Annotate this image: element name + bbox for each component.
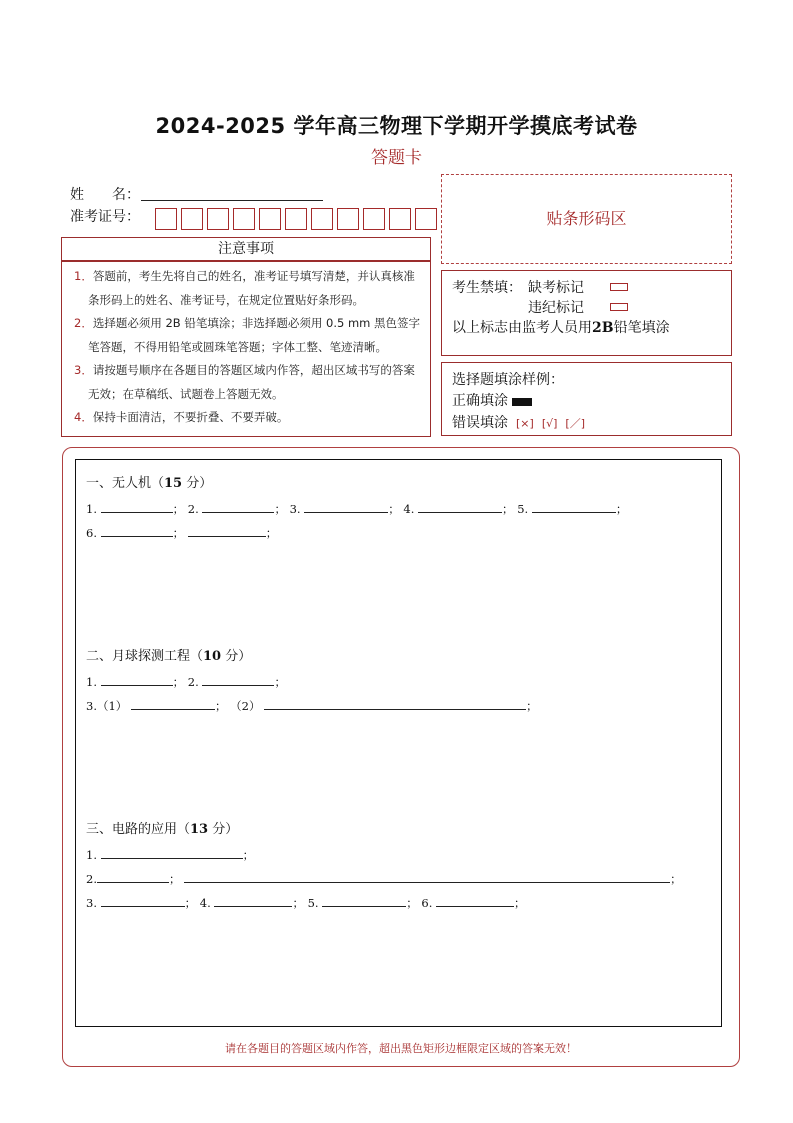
answer-row: 3. ； 4. ； 5. ； 6. ； [86, 896, 526, 910]
answer-blank[interactable] [101, 894, 185, 907]
answer-blank[interactable] [101, 524, 173, 537]
notice-heading-box [61, 237, 431, 261]
fill-sample-title: 选择题填涂样例： [452, 372, 564, 388]
answer-row: 2. ； ； [86, 872, 682, 886]
answer-blank[interactable] [418, 500, 502, 513]
correct-fill-mark [512, 398, 532, 406]
proctor-only-label: 考生禁填： [452, 280, 522, 296]
proctor-only-box [441, 270, 732, 356]
candidate-id-cell[interactable] [285, 208, 307, 230]
wrong-fill-row: 错误填涂 [×] [√] [／] [452, 415, 585, 431]
answer-card-subtitle: 答题卡 [371, 148, 422, 168]
notice-item: 1．答题前，考生先将自己的姓名，准考证号填写清楚，并认真核准条形码上的姓名、准考证号，在规定位置贴好条形码。 [74, 269, 415, 307]
candidate-id-cell[interactable] [415, 208, 437, 230]
section-title: 一、无人机（15 分） [86, 476, 213, 491]
candidate-id-cell[interactable] [389, 208, 411, 230]
candidate-id-cell[interactable] [155, 208, 177, 230]
answer-row: 1. ； [86, 848, 255, 862]
proctor-note: 以上标志由监考人员用2B铅笔填涂 [452, 320, 670, 336]
absent-mark-box[interactable] [610, 283, 628, 291]
candidate-id-cell[interactable] [207, 208, 229, 230]
barcode-label: 贴条形码区 [546, 209, 627, 228]
name-field[interactable] [141, 200, 323, 201]
notice-list [70, 265, 424, 430]
answer-blank[interactable] [202, 500, 274, 513]
answer-blank[interactable] [304, 500, 388, 513]
wrong-mark: [×] [516, 417, 534, 430]
fill-sample-box [441, 362, 732, 436]
answer-region [75, 459, 722, 1027]
violation-mark-box[interactable] [610, 303, 628, 311]
violation-mark-label: 违纪标记 [528, 300, 584, 316]
section-title: 二、月球探测工程（10 分） [86, 649, 252, 664]
candidate-id-cell[interactable] [363, 208, 385, 230]
notice-item: 2．选择题必须用 2B 铅笔填涂；非选择题必须用 0.5 mm 黑色签字笔答题，不得用铅笔或圆珠笔答题；字体工整、笔迹清晰。 [74, 316, 421, 354]
candidate-id-cell[interactable] [233, 208, 255, 230]
candidate-id-cell[interactable] [311, 208, 333, 230]
answer-blank[interactable] [436, 894, 514, 907]
wrong-mark: [√] [541, 417, 558, 430]
candidate-id-label: 准考证号： [70, 209, 140, 225]
answer-blank[interactable] [101, 846, 243, 859]
name-label: 姓 名： [70, 187, 140, 203]
notice-item: 3．请按题号顺序在各题目的答题区域内作答，超出区域书写的答案无效；在草稿纸、试题卷上答题无效。 [74, 363, 415, 401]
wrong-mark: [／] [565, 417, 585, 430]
answer-blank[interactable] [188, 524, 266, 537]
absent-mark-label: 缺考标记 [528, 280, 584, 296]
answer-blank[interactable] [202, 673, 274, 686]
notice-item: 4．保持卡面清洁，不要折叠、不要弄破。 [74, 410, 289, 424]
answer-row: 1. ； 2. ； [86, 675, 286, 689]
answer-blank[interactable] [101, 500, 173, 513]
notice-heading: 注意事项 [218, 241, 274, 257]
answer-blank[interactable] [184, 870, 670, 883]
footer-warning: 请在各题目的答题区域内作答，超出黑色矩形边框限定区域的答案无效！ [225, 1042, 577, 1055]
answer-row: 1. ； 2. ； 3. ； 4. ； 5. ； [86, 502, 628, 516]
candidate-id-cell[interactable] [337, 208, 359, 230]
answer-blank[interactable] [264, 697, 526, 710]
barcode-area [441, 174, 732, 264]
answer-row: 3.（1） ； （2） ； [86, 699, 538, 713]
answer-blank[interactable] [214, 894, 292, 907]
answer-blank[interactable] [101, 673, 173, 686]
candidate-id-cell[interactable] [181, 208, 203, 230]
answer-blank[interactable] [322, 894, 406, 907]
candidate-id-cell[interactable] [259, 208, 281, 230]
exam-title: 2024-2025 学年高三物理下学期开学摸底考试卷 [155, 114, 638, 138]
candidate-id-cells [155, 208, 425, 234]
answer-blank[interactable] [131, 697, 215, 710]
section-title: 三、电路的应用（13 分） [86, 822, 239, 837]
answer-blank[interactable] [532, 500, 616, 513]
notice-box [61, 261, 431, 437]
answer-row: 6. ； ； [86, 526, 278, 540]
correct-fill-label: 正确填涂 [452, 393, 508, 409]
answer-blank[interactable] [97, 870, 169, 883]
